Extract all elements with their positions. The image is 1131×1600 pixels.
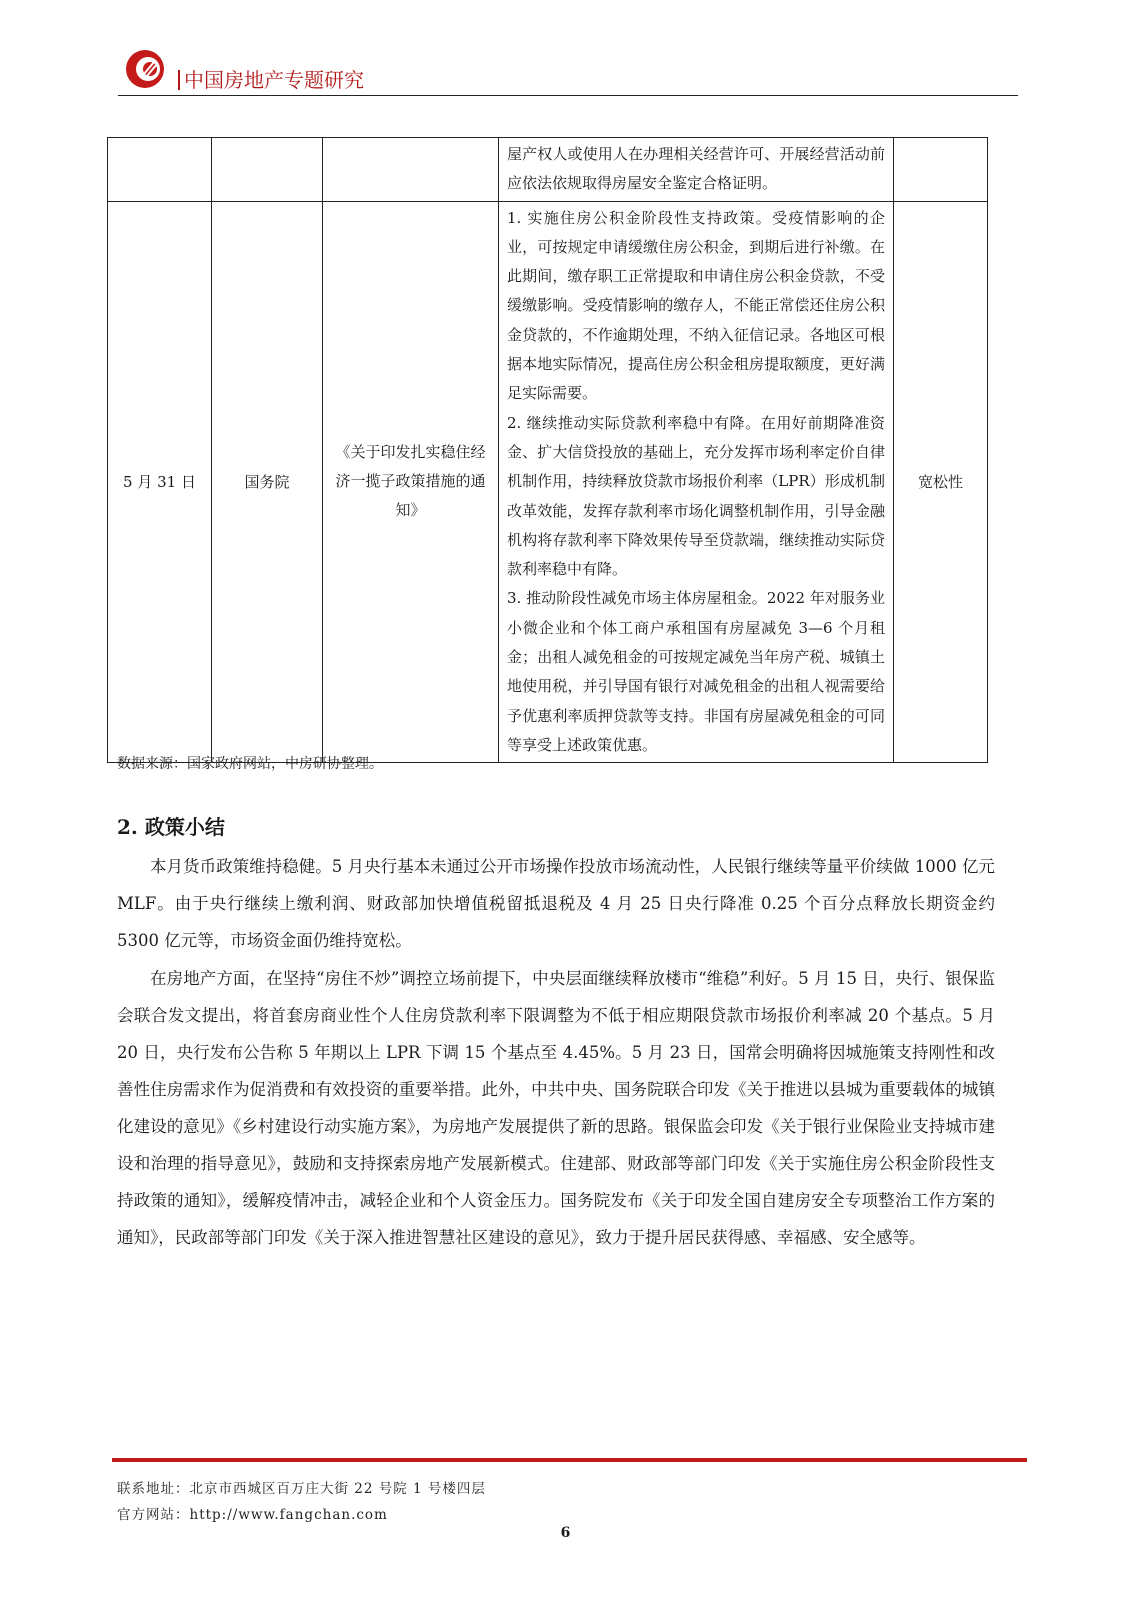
policy-table bbox=[107, 137, 988, 763]
cell-doc: 《关于印发扎实稳住经济一揽子政策措施的通知》 bbox=[323, 201, 499, 763]
logo-icon bbox=[124, 48, 166, 90]
table-row bbox=[108, 138, 988, 202]
body-paragraph: 本月货币政策维持稳健。5 月央行基本未通过公开市场操作投放市场流动性，人民银行继续等量平价续做 1000 亿元 MLF。由于央行继续上缴利润、财政部加快增值税留抵退税及 4 月 25 日央行降准 0.25 个百分点释放长期资金约 5300 亿元等，市场资金面仍维持宽松。 bbox=[117, 857, 995, 950]
page-number: 6 bbox=[560, 1525, 571, 1541]
table-row bbox=[108, 201, 988, 763]
footer-website: 官方网站：http://www.fangchan.com bbox=[117, 1507, 388, 1523]
body-paragraph: 在房地产方面，在坚持“房住不炒”调控立场前提下，中央层面继续释放楼市“维稳”利好。5 月 15 日，央行、银保监会联合发文提出，将首套房商业性个人住房贷款利率下限调整为不低于相应期限贷款市场报价利率减 20 个基点。5 月 20 日，央行发布公告称 5 年期以上 LPR 下调 15 个基点至 4.45%。5 月 23 日，国常会明确将因城施策支持刚性和改善性住房需求作为促消费和有效投资的重要举措。此外，中共中央、国务院联合印发《关于推进以县城为重要载体的城镇化建设的意见》《乡村建设行动实施方案》，为房地产发展提供了新的思路。银保监会印发《关于银行业保险业支持城市建设和治理的指导意见》，鼓励和支持探索房地产发展新模式。住建部、财政部等部门印发《关于实施住房公积金阶段性支持政策的通知》，缓解疫情冲击，减轻企业和个人资金压力。国务院发布《关于印发全国自建房安全专项整治工作方案的通知》，民政部等部门印发《关于深入推进智慧社区建设的意见》，致力于提升居民获得感、幸福感、安全感等。 bbox=[117, 969, 995, 1247]
cell-nature: 宽松性 bbox=[894, 201, 988, 763]
footer-divider bbox=[112, 1458, 1027, 1462]
cell-date: 5 月 31 日 bbox=[108, 201, 212, 763]
header-divider bbox=[118, 95, 1018, 96]
cell-content: 屋产权人或使用人在办理相关经营许可、开展经营活动前应依法依规取得房屋安全鉴定合格证明。 bbox=[499, 138, 894, 202]
content-paragraph: 1. 实施住房公积金阶段性支持政策。受疫情影响的企业，可按规定申请缓缴住房公积金，到期后进行补缴。在此期间，缴存职工正常提取和申请住房公积金贷款，不受缓缴影响。受疫情影响的缴存人，不能正常偿还住房公积金贷款的，不作逾期处理，不纳入征信记录。各地区可根据本地实际情况，提高住房公积金租房提取额度，更好满足实际需要。 bbox=[507, 208, 885, 403]
section-title: 2. 政策小结 bbox=[117, 815, 225, 839]
data-source-note: 数据来源：国家政府网站，中房研协整理。 bbox=[117, 756, 383, 772]
cell-content bbox=[499, 201, 894, 763]
cell-doc bbox=[323, 138, 499, 202]
cell-date bbox=[108, 138, 212, 202]
footer-address: 联系地址：北京市西城区百万庄大街 22 号院 1 号楼四层 bbox=[117, 1481, 486, 1497]
page-header bbox=[118, 44, 1018, 100]
header-title: 中国房地产专题研究 bbox=[178, 64, 364, 93]
cell-nature bbox=[894, 138, 988, 202]
content-paragraph: 3. 推动阶段性减免市场主体房屋租金。2022 年对服务业小微企业和个体工商户承租国有房屋减免 3—6 个月租金；出租人减免租金的可按规定减免当年房产税、城镇土地使用税，并引导国有银行对减免租金的出租人视需要给予优惠利率质押贷款等支持。非国有房屋减免租金的可同等享受上述政策优惠。 bbox=[507, 589, 885, 754]
content-paragraph: 2. 继续推动实际贷款利率稳中有降。在用好前期降准资金、扩大信贷投放的基础上，充分发挥市场利率定价自律机制作用，持续释放贷款市场报价利率（LPR）形成机制改革效能，发挥存款利率市场化调整机制作用，引导金融机构将存款利率下降效果传导至贷款端，继续推动实际贷款利率稳中有降。 bbox=[507, 413, 885, 579]
cell-dept: 国务院 bbox=[212, 201, 323, 763]
cell-dept bbox=[212, 138, 323, 202]
